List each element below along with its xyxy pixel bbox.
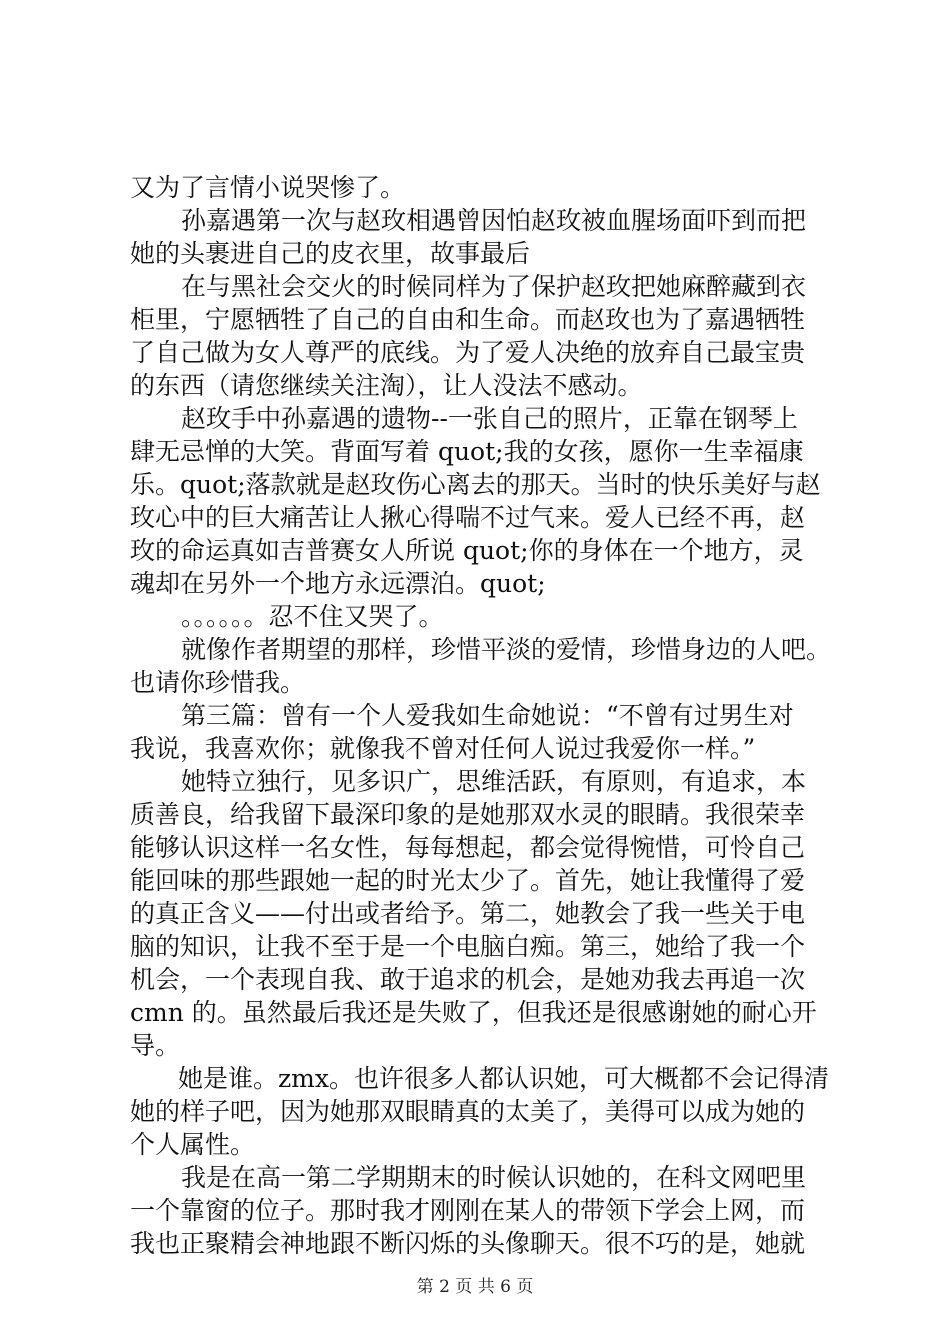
text-line: 魂却在另外一个地方永远漂泊。quot; <box>130 569 546 598</box>
text-line: 一个靠窗的位子。那时我才刚刚在某人的带领下学会上网，而 <box>130 1196 806 1225</box>
text-line: 了自己做为女人尊严的底线。为了爱人决绝的放弃自己最宝贵 <box>130 338 806 367</box>
text-line: 第三篇：曾有一个人爱我如生命她说：“不曾有过男生对 <box>181 701 794 730</box>
text-line: 我是在高一第二学期期末的时候认识她的，在科文网吧里 <box>181 1163 807 1192</box>
text-line: 也请你珍惜我。 <box>130 668 306 697</box>
text-line: 。。。。。。忍不住又哭了。 <box>181 602 444 631</box>
text-line: 她特立独行，见多识广，思维活跃，有原则，有追求，本 <box>181 767 807 796</box>
body-text <box>130 171 835 1260</box>
text-line: 玫心中的巨大痛苦让人揪心得喘不过气来。爱人已经不再，赵 <box>130 503 806 532</box>
text-line: 我说，我喜欢你；就像我不曾对任何人说过我爱你一样。” <box>130 734 756 763</box>
text-line: cmn 的。虽然最后我还是失败了，但我还是很感谢她的耐心开 <box>130 998 817 1027</box>
text-line: 我也正聚精会神地跟不断闪烁的头像聊天。很不巧的是，她就 <box>130 1229 806 1258</box>
text-line: 她的头裹进自己的皮衣里，故事最后 <box>130 239 531 268</box>
text-line: 能够认识这样一名女性，每每想起，都会觉得惋惜，可怜自己 <box>130 833 806 862</box>
text-line: 质善良，给我留下最深印象的是她那双水灵的眼睛。我很荣幸 <box>130 800 806 829</box>
text-line: 机会，一个表现自我、敢于追求的机会，是她劝我去再追一次 <box>130 965 806 994</box>
text-line: 赵玫手中孙嘉遇的遗物--一张自己的照片，正靠在钢琴上 <box>181 404 798 433</box>
text-line: 在与黑社会交火的时候同样为了保护赵玫把她麻醉藏到衣 <box>181 272 807 301</box>
text-line: 能回味的那些跟她一起的时光太少了。首先，她让我懂得了爱 <box>130 866 806 895</box>
text-line: 的真正含义——付出或者给予。第二，她教会了我一些关于电 <box>130 899 806 928</box>
text-line: 她是谁。zmx。也许很多人都认识她，可大概都不会记得清 <box>178 1064 829 1093</box>
text-line: 柜里，宁愿牺牲了自己的自由和生命。而赵玫也为了嘉遇牺牲 <box>130 305 806 334</box>
text-line: 就像作者期望的那样，珍惜平淡的爱情，珍惜身边的人吧。 <box>181 635 832 664</box>
text-line: 导。 <box>130 1031 181 1060</box>
text-line: 孙嘉遇第一次与赵玫相遇曾因怕赵玫被血腥场面吓到而把 <box>181 206 807 235</box>
text-line: 个人属性。 <box>130 1130 256 1159</box>
page-number: 第 2 页 共 6 页 <box>416 1277 534 1297</box>
text-line: 脑的知识，让我不至于是一个电脑白痴。第三，她给了我一个 <box>130 932 806 961</box>
text-line: 她的样子吧，因为她那双眼睛真的太美了，美得可以成为她的 <box>130 1097 806 1126</box>
text-line: 又为了言情小说哭惨了。 <box>130 173 406 202</box>
text-line: 的东西（请您继续关注淘），让人没法不感动。 <box>130 371 643 400</box>
text-line: 乐。quot;落款就是赵玫伤心离去的那天。当时的快乐美好与赵 <box>130 470 821 499</box>
text-line: 肆无忌惮的大笑。背面写着 quot;我的女孩，愿你一生幸福康 <box>130 437 804 466</box>
page-footer <box>0 1272 950 1297</box>
text-line: 玫的命运真如吉普赛女人所说 quot;你的身体在一个地方，灵 <box>130 536 804 565</box>
